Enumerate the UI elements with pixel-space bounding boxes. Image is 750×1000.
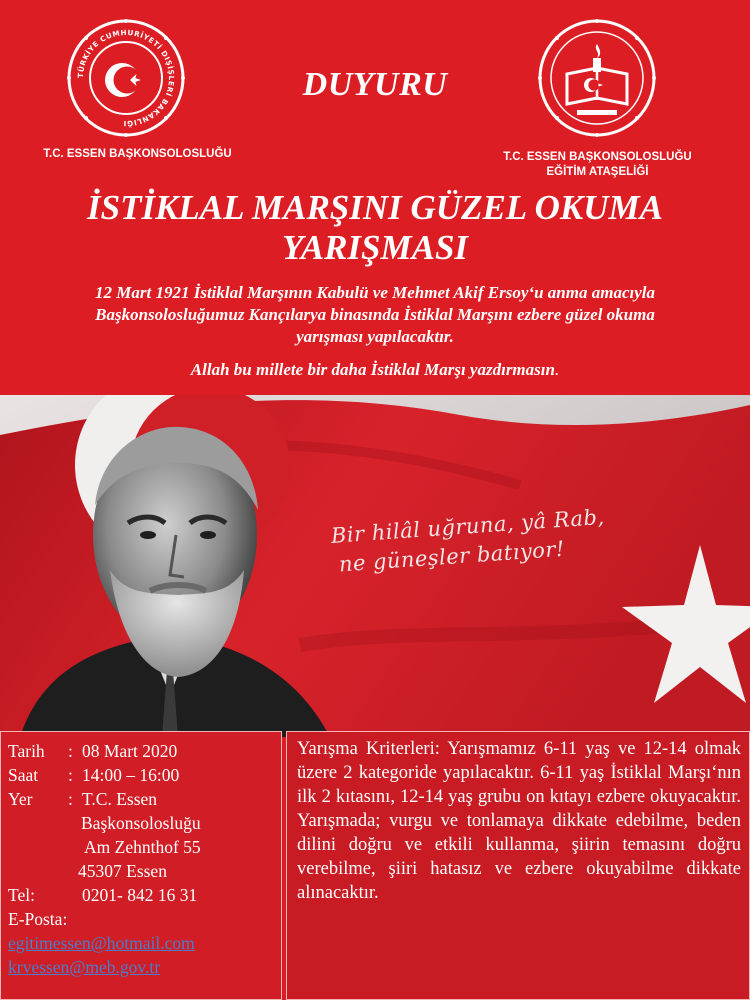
slogan-main: Allah bu millete bir daha İstiklal Marşı yazdırmasın (190, 360, 555, 379)
phone-label: Tel: (8, 885, 35, 905)
time-colon: : (68, 765, 73, 785)
consulate-name-left: T.C. ESSEN BAŞKONSOLOSLUĞU (43, 148, 232, 160)
place-line-2: Başkonsolosluğu (81, 813, 201, 833)
svg-text:TÜRKİYE CUMHURİYETİ DIŞİŞLERİ: TÜRKİYE CUMHURİYETİ DIŞİŞLERİ BAKANLIĞI (75, 27, 177, 129)
place-row (8, 787, 274, 811)
date-colon: : (68, 741, 73, 761)
event-details-box (0, 731, 282, 1000)
place-colon: : (68, 789, 73, 809)
phone-spacer (68, 883, 82, 907)
intro-line-2: Başkonsolosluğumuz Kançılarya binasında İstiklal Marşını ezbere güzel okuma (95, 305, 655, 324)
email-link-meb[interactable]: krvessen@meb.gov.tr (8, 957, 161, 977)
education-attache-logo (537, 18, 657, 138)
headline-line-2: YARIŞMASI (281, 228, 469, 267)
intro-line-1: 12 Mart 1921 İstiklal Marşının Kabulü ve Mehmet Akif Ersoy‘u anma amacıyla (95, 283, 655, 302)
date-label: Tarih (8, 741, 45, 761)
place-line-4: 45307 Essen (78, 861, 167, 881)
poem-quote-line-2: ne güneşler batıyor! (338, 536, 566, 577)
phone-row (8, 883, 274, 907)
attache-org-line-2: EĞİTİM ATAŞELİĞİ (546, 166, 649, 178)
place-label: Yer (8, 789, 33, 809)
email-label: E-Posta: (8, 909, 68, 929)
slogan-period: . (554, 360, 560, 379)
email-link-hotmail[interactable]: egitimessen@hotmail.com (8, 933, 195, 953)
announcement-intro (28, 282, 722, 348)
page-title: DUYURU (302, 66, 448, 103)
time-label: Saat (8, 765, 39, 785)
attache-org-line-1: T.C. ESSEN BAŞKONSOLOSLUĞU (503, 151, 692, 163)
place-line-1: T.C. Essen (82, 789, 158, 809)
time-value: 14:00 – 16:00 (82, 765, 180, 785)
headline-line-1: İSTİKLAL MARŞINI GÜZEL OKUMA (87, 188, 663, 227)
slogan-text (28, 360, 722, 380)
criteria-text: Yarışma Kriterleri: Yarışmamız 6-11 yaş ve 12-14 olmak üzere 2 kategoride yapılacaktır. 6-11 yaş İstiklal Marşı‘nın ilk 2 kıtasını, 12-14 yaş grubu on kıtayı ezbere okuyacaktır. Yarışmada; vurgu ve tonlamaya dikkate edebilme, beden dilini doğru ve etkili kullanma, şiirin temasını doğru verebilme, şiiri hatasız ve ezbere okuyabilme dikkate alınacaktır. (297, 739, 741, 903)
phone-value: 0201- 842 16 31 (82, 885, 198, 905)
time-row (8, 763, 274, 787)
poem-quote-line-1: Bir hilâl uğruna, yâ Rab, (330, 504, 606, 548)
announcement-header (0, 0, 750, 395)
place-line-3: Am Zehnthof 55 (84, 837, 201, 857)
competition-headline (30, 188, 720, 268)
date-row (8, 739, 274, 763)
competition-criteria-box (286, 731, 750, 1000)
ministry-seal-logo (66, 18, 186, 138)
intro-line-3: yarışması yapılacaktır. (296, 327, 454, 346)
date-value: 08 Mart 2020 (82, 741, 178, 761)
attache-name-right (470, 150, 725, 180)
